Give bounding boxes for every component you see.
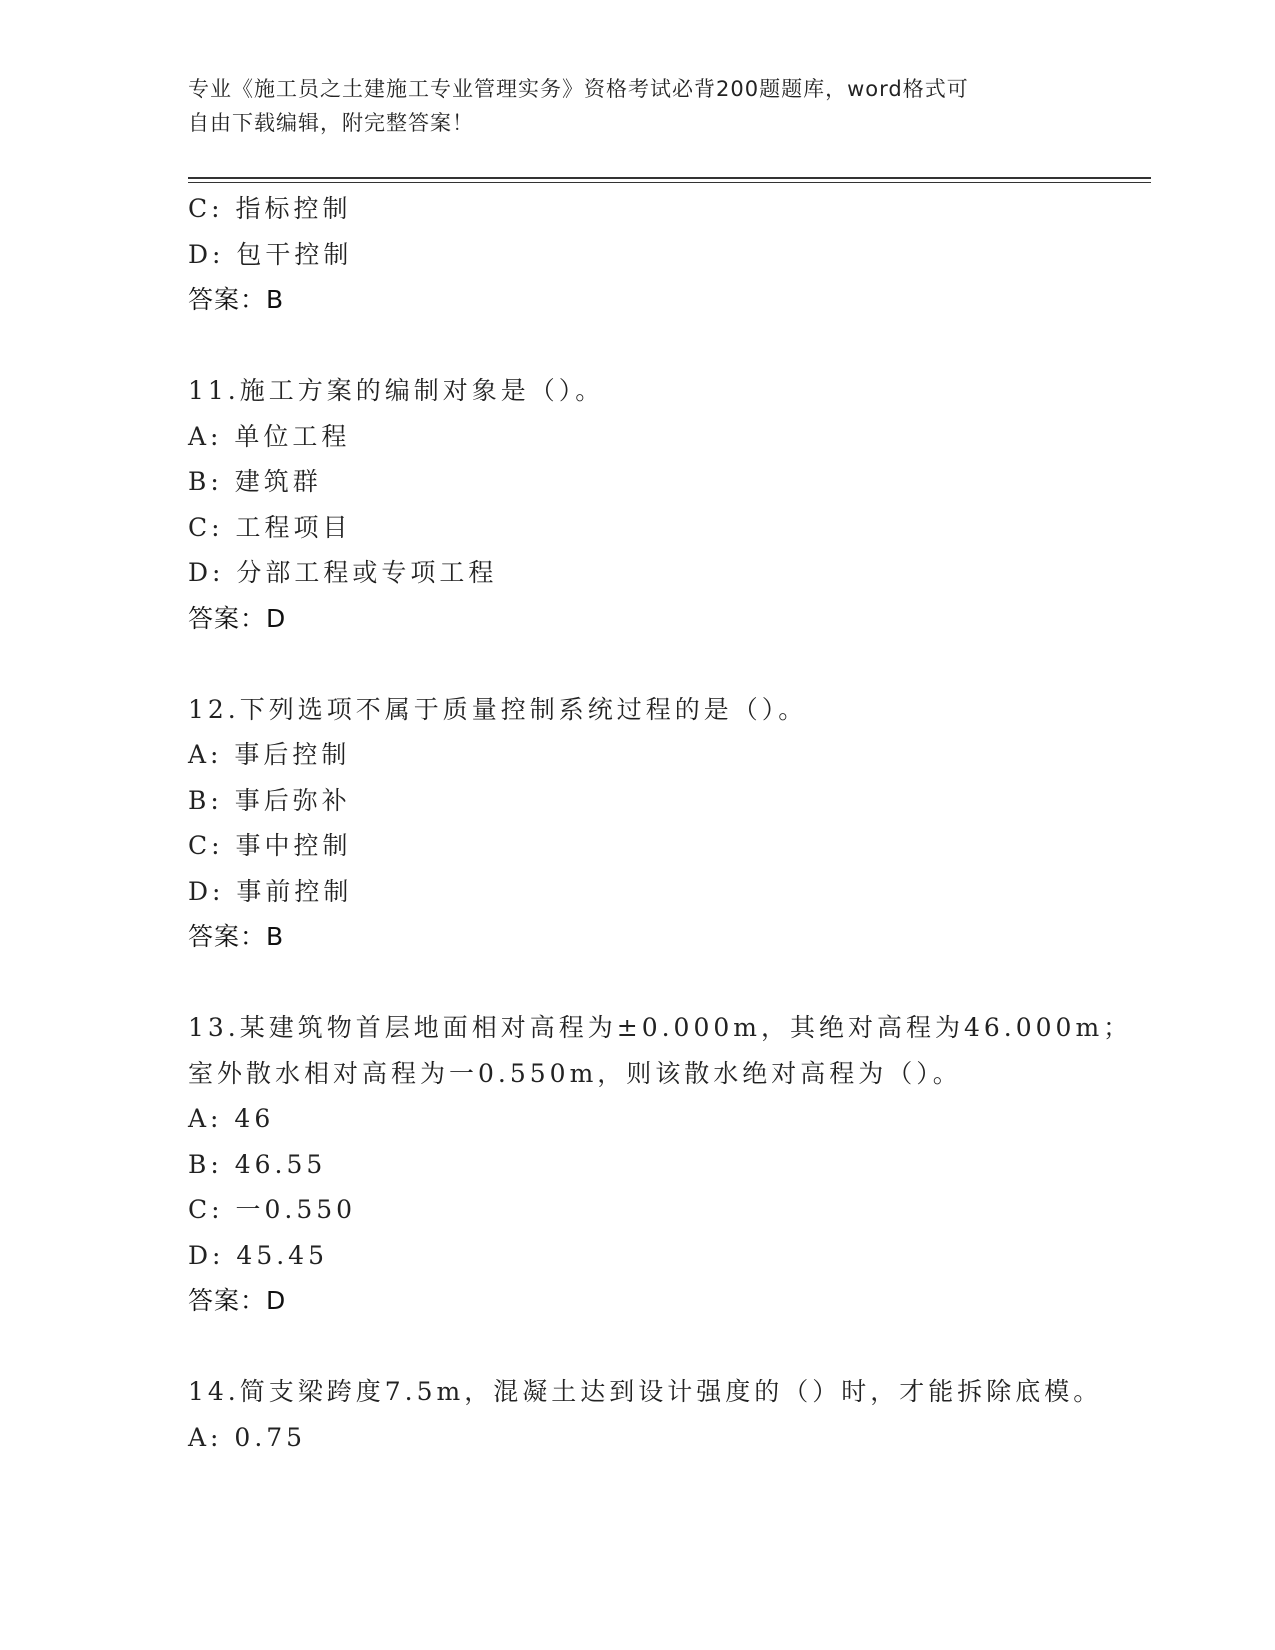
answer-line: 答案：B	[188, 922, 285, 951]
spacer	[188, 641, 1138, 687]
question-stem: 14.简支梁跨度7.5m，混凝土达到设计强度的（）时，才能拆除底模。	[188, 1377, 1103, 1406]
question-block-11	[188, 368, 1138, 641]
header-title-line-2: 自由下载编辑，附完整答案！	[188, 111, 474, 135]
option-a: A: 事后控制	[188, 740, 351, 769]
option-d: D: 包干控制	[188, 239, 353, 269]
question-stem: 12.下列选项不属于质量控制系统过程的是（）。	[188, 694, 808, 724]
answer-line: 答案：D	[188, 603, 287, 633]
option-d: D: 分部工程或专项工程	[188, 558, 498, 587]
option-b: B: 建筑群	[188, 467, 322, 496]
question-block-14	[188, 1369, 1138, 1460]
answer-line: 答案：B	[188, 285, 285, 314]
spacer	[188, 323, 1138, 369]
header-rule-thin	[188, 182, 1151, 183]
option-a: A: 单位工程	[188, 421, 351, 451]
spacer	[188, 1324, 1138, 1370]
question-block-12	[188, 687, 1138, 960]
option-d: D: 事前控制	[188, 876, 353, 906]
answer-line: 答案：D	[188, 1286, 287, 1315]
option-c: C: 事中控制	[188, 831, 352, 860]
question-stem-line-2: 室外散水相对高程为一0.550m，则该散水绝对高程为（）。	[188, 1058, 962, 1088]
spacer	[188, 960, 1138, 1006]
question-stem: 11.施工方案的编制对象是（）。	[188, 376, 605, 405]
question-stem-line-1: 13.某建筑物首层地面相对高程为±0.000m，其绝对高程为46.000m；	[188, 1013, 1133, 1042]
document-header	[188, 72, 1088, 140]
option-a: A: 0.75	[188, 1422, 307, 1452]
header-title-line-1: 专业《施工员之土建施工专业管理实务》资格考试必背200题题库，word格式可	[188, 77, 969, 101]
option-d: D: 45.45	[188, 1240, 328, 1270]
option-b: B: 46.55	[188, 1149, 327, 1179]
header-rule-thick	[188, 177, 1151, 179]
option-c: C: 指标控制	[188, 194, 352, 223]
option-c: C: 一0.550	[188, 1195, 357, 1224]
question-block-13	[188, 1005, 1138, 1324]
option-a: A: 46	[188, 1104, 275, 1133]
question-list	[188, 186, 1138, 1460]
option-c: C: 工程项目	[188, 512, 352, 542]
option-b: B: 事后弥补	[188, 785, 351, 815]
question-block-10	[188, 186, 1138, 323]
